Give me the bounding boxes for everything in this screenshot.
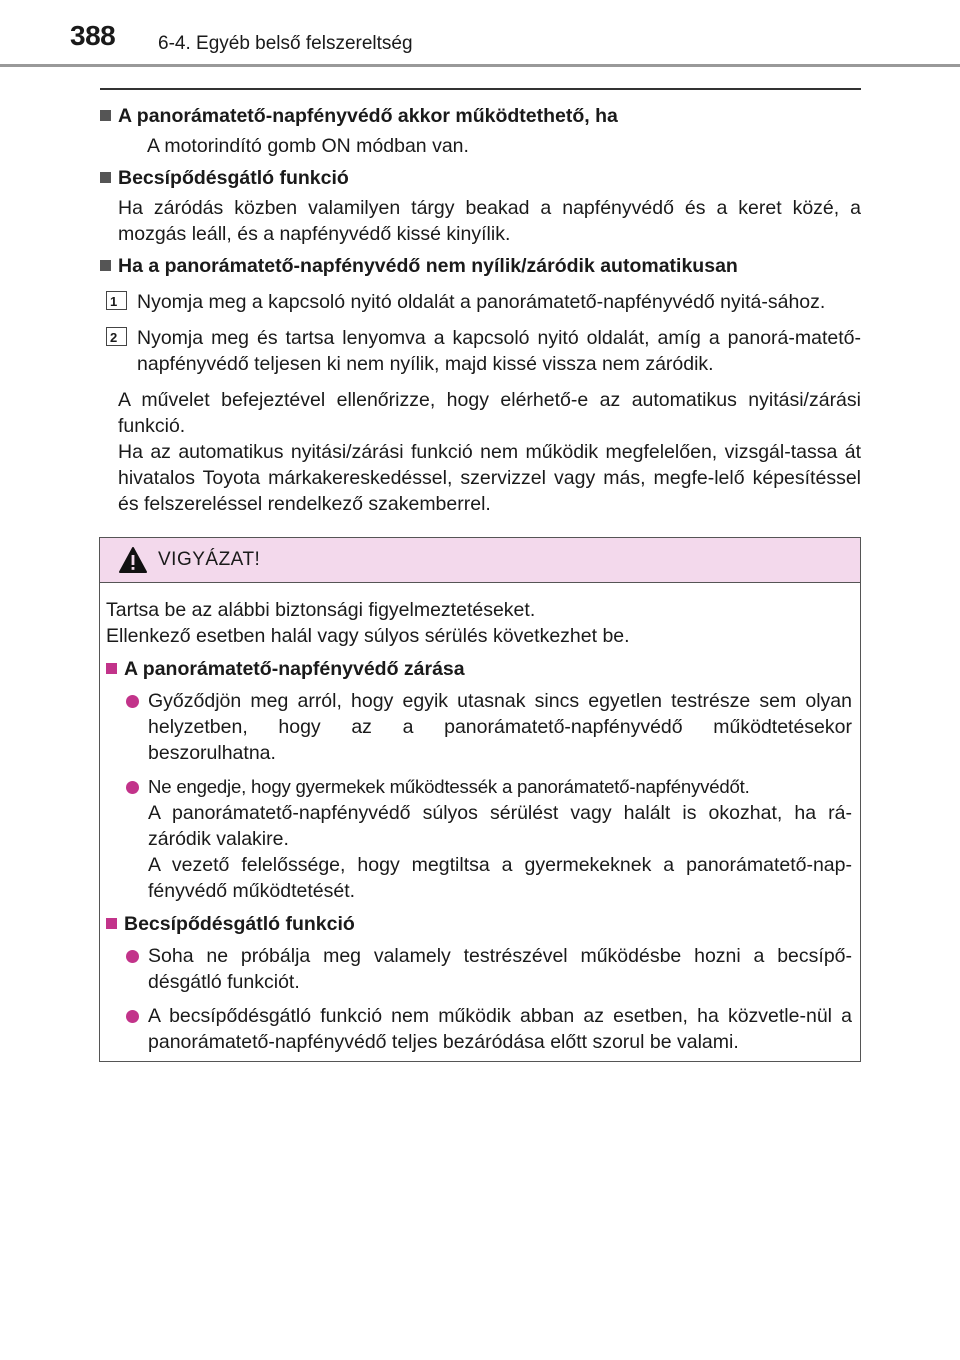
warning-intro: Tartsa be az alábbi biztonsági figyelmeztetéseket. [106, 599, 536, 621]
warning-header [100, 538, 860, 583]
square-bullet-icon [106, 663, 117, 674]
dot-bullet-icon [126, 781, 139, 794]
square-bullet-icon [100, 172, 111, 183]
header-rule [0, 64, 960, 67]
section-text: Ha záródás közben valamilyen tárgy beakad a napfényvédő és a keret közé, a mozgás leáll, és a napfényvédő kissé kinyílik. [118, 197, 861, 245]
warning-intro: Ellenkező esetben halál vagy súlyos sérülés következhet be. [106, 625, 630, 647]
warning-section-title: A panorámatető-napfényvédő zárása [124, 658, 465, 680]
square-bullet-icon [100, 260, 111, 271]
warning-bullet [106, 774, 852, 904]
warning-section-heading [106, 656, 852, 682]
bullet-text: Győződjön meg arról, hogy egyik utasnak sincs egyetlen testrésze sem olyan helyzetben, hogy az a panorámatető-napfényvédő működtetésekor beszorulhatna. [148, 690, 852, 764]
page-header [0, 0, 960, 70]
step-text: Nyomja meg a kapcsoló nyitó oldalát a panorámatető-napfényvédő nyitá-sához. [137, 291, 826, 313]
bullet-text: A panorámatető-napfényvédő súlyos sérülést vagy halált is okozhat, ha rá-záródik valakire. [148, 802, 852, 850]
dot-bullet-icon [126, 1010, 139, 1023]
note-text: A művelet befejeztével ellenőrizze, hogy elérhető-e az automatikus nyitási/zárási funkció. [118, 389, 861, 437]
warning-body [100, 583, 860, 1055]
square-bullet-icon [106, 918, 117, 929]
chapter-title: 6-4. Egyéb belső felszereltség [158, 33, 413, 54]
step-text: Nyomja meg és tartsa lenyomva a kapcsoló nyitó oldalát, amíg a panorá-matető-napfényvédő teljesen ki nem nyílik, majd kissé vissza nem záródik. [137, 327, 861, 375]
section-heading [100, 103, 861, 129]
warning-triangle-icon [118, 546, 148, 574]
section-title: Becsípődésgátló funkció [118, 167, 349, 189]
section-heading [100, 253, 861, 279]
warning-bullet [106, 943, 852, 995]
dot-bullet-icon [126, 950, 139, 963]
main-content [100, 97, 861, 517]
step-item [100, 289, 861, 315]
note-text: Ha az automatikus nyitási/zárási funkció nem működik megfelelően, vizsgál-tassa át hivatalos Toyota márkakereskedéssel, szervizzel vagy más, megfe-lelő képesítéssel és felszereléssel rendelkező szakemberrel. [118, 441, 861, 515]
bullet-text: Ne engedje, hogy gyermekek működtessék a panorámatető-napfényvédőt. [148, 776, 750, 797]
page-number: 388 [70, 20, 116, 51]
step-number-badge: 1 [106, 291, 127, 310]
square-bullet-icon [100, 110, 111, 121]
warning-section-heading [106, 911, 852, 937]
step-number-badge: 2 [106, 327, 127, 346]
warning-box [99, 537, 861, 1062]
section-heading [100, 165, 861, 191]
bullet-text: A vezető felelőssége, hogy megtiltsa a gyermekeknek a panorámatető-nap-fényvédő működtetését. [148, 854, 852, 902]
warning-title: VIGYÁZAT! [158, 549, 261, 570]
warning-bullet [106, 688, 852, 766]
section-title: Ha a panorámatető-napfényvédő nem nyílik/záródik automatikusan [118, 255, 738, 277]
step-item [100, 325, 861, 377]
section-title: A panorámatető-napfényvédő akkor működtethető, ha [118, 105, 618, 127]
bullet-text: Soha ne próbálja meg valamely testrészével működésbe hozni a becsípő-désgátló funkciót. [148, 945, 852, 993]
bullet-text: A becsípődésgátló funkció nem működik abban az esetben, ha közvetle-nül a panorámatető-napfényvédő teljes bezáródása előtt szorul be valami. [148, 1005, 852, 1053]
warning-bullet [106, 1003, 852, 1055]
section-text: A motorindító gomb ON módban van. [147, 135, 469, 157]
dot-bullet-icon [126, 695, 139, 708]
section-divider [100, 88, 861, 90]
warning-section-title: Becsípődésgátló funkció [124, 913, 355, 935]
